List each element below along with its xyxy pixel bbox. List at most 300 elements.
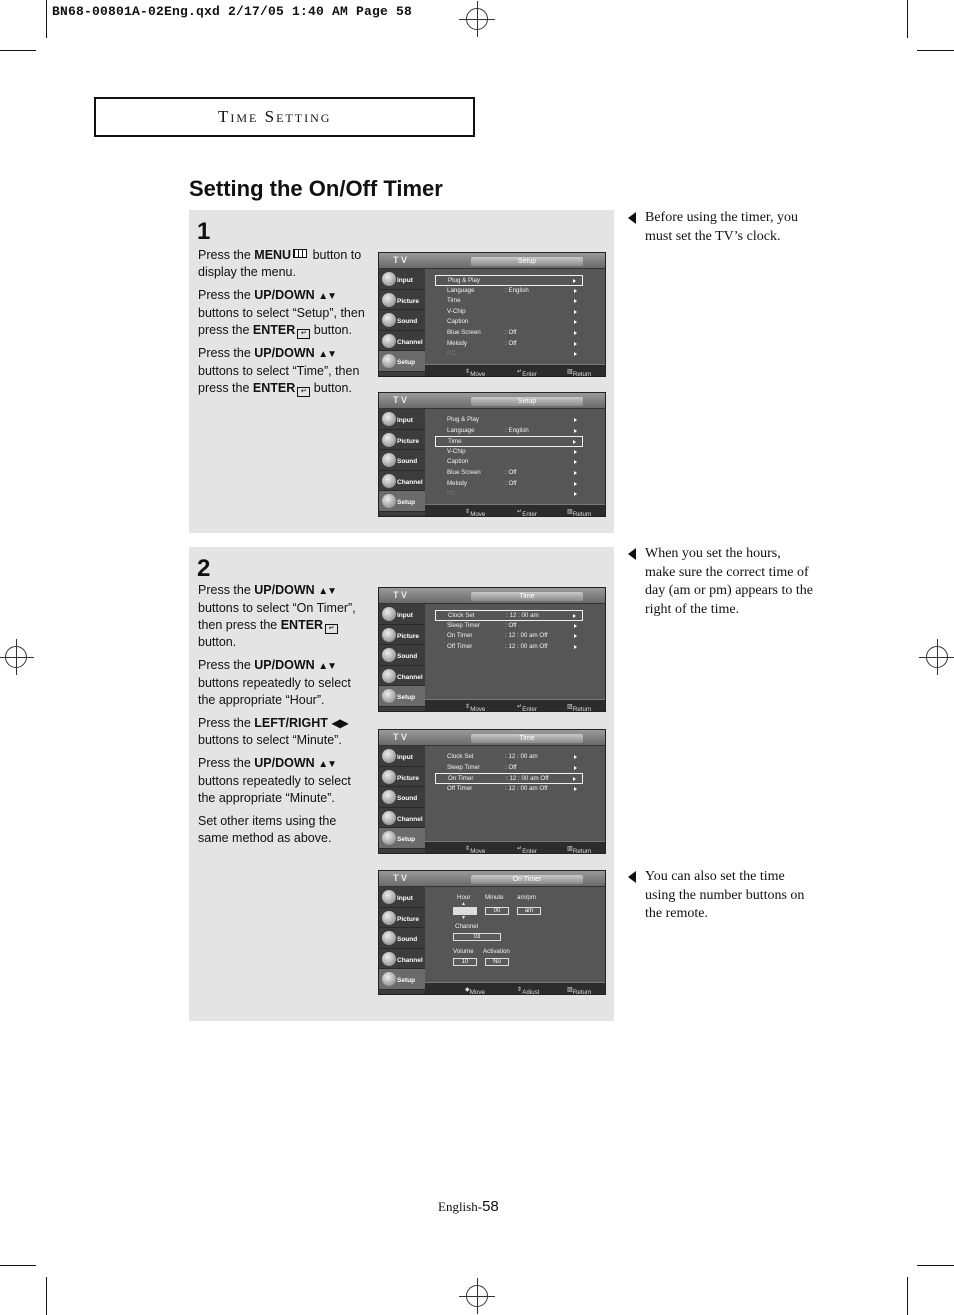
tv-sidebar-label: Setup [397,836,416,843]
footer-return: ▥ Return [567,508,592,517]
tv-sidebar-item [379,908,425,929]
arrow-right-icon [574,450,577,454]
tv-footer [425,504,605,516]
input-icon [382,749,396,763]
text: buttons repeatedly to select the appropriate “Minute”. [198,774,351,805]
tv-sidebar [379,409,425,516]
crop-mark [917,50,954,51]
row-label: Time [448,438,462,446]
tv-sidebar-item [379,471,425,492]
row-label: Sleep Timer [447,621,481,629]
tv-sidebar-item [379,666,425,687]
tv-menu-list [435,610,583,652]
tv-sidebar-item [379,787,425,808]
tv-menu-title: Time [471,734,583,743]
tv-menu-row [435,447,583,458]
footer-return: ▥ Return [567,986,592,995]
row-value: : Off [505,328,517,336]
tv-sidebar-item [379,269,425,290]
row-label: Clock Set [447,753,474,760]
tv-header [379,253,605,269]
crop-mark [907,0,908,38]
arrow-right-icon [574,787,577,791]
row-label: Blue Screen [447,468,481,476]
minute-field: 00 [485,907,509,915]
volume-label: Volume [453,948,474,955]
tv-screen-time [378,587,606,712]
row-label: Off Timer [447,784,473,792]
up-down-arrows-icon: ▲▼ [318,586,336,597]
updown-key-label: UP/DOWN [254,756,315,770]
tv-menu-row [435,642,583,653]
tv-sidebar [379,887,425,994]
setup-icon [382,689,396,703]
footer-label: Enter [522,706,537,712]
page-footer [438,1198,499,1215]
tv-sidebar-item [379,969,425,990]
step-number: 1 [197,218,211,245]
row-value: : Off [505,339,517,347]
row-label: Plug & Play [448,277,480,284]
tv-sidebar-label: Sound [397,653,418,660]
footer-enter: ↵ Enter [517,703,537,712]
footer-adjust: ⇕ Adjust [517,986,540,995]
step-1-instructions [198,247,370,403]
arrow-right-icon [574,429,577,433]
row-label: V-Chip [447,447,466,455]
tv-sidebar-item [379,604,425,625]
footer-label: Move [470,511,486,517]
row-label: Language [447,286,475,294]
instruction-paragraph [198,582,370,651]
tv-sidebar-item [379,290,425,311]
step-2-panel [189,547,614,1021]
tv-sidebar-item [379,625,425,646]
row-label: Caption [447,458,469,466]
crop-mark [46,0,47,38]
enter-button-icon: ↵ [297,387,310,397]
text: buttons to select “Minute”. [198,733,342,747]
tv-label: T V [393,732,408,742]
footer-move: ⇕ Move [465,845,486,854]
setup-icon [382,354,396,368]
text: Press the [198,716,255,730]
footer-return: ▥ Return [567,368,592,377]
footer-return: ▥ Return [567,703,592,712]
activation-label: Activation [483,948,510,955]
footer-label: Enter [522,371,537,377]
leftright-key-label: LEFT/RIGHT [254,716,328,730]
arrow-right-icon [574,471,577,475]
arrow-right-icon [574,755,577,759]
instruction-paragraph [198,657,370,709]
registration-mark [926,646,948,668]
arrow-right-icon [574,460,577,464]
footer-label: Return [572,989,592,995]
tv-menu-row [435,286,583,297]
text: button to display the menu. [198,248,362,279]
arrow-right-icon [574,492,577,496]
footer-move: ⇕ Move [465,368,486,377]
tv-sidebar-label: Sound [397,318,418,325]
row-value: : Off [505,479,517,487]
tv-sidebar-label: Sound [397,458,418,465]
footer-label: Move [470,848,486,854]
tv-menu-row [435,457,583,468]
channel-icon [382,474,396,488]
arrow-right-icon [573,440,576,444]
menu-key-label: MENU [254,248,292,262]
input-icon [382,890,396,904]
tv-menu-title: Setup [471,397,583,406]
tv-sidebar-label: Setup [397,359,416,366]
row-value: : English [505,286,529,294]
tv-sidebar-label: Picture [397,915,420,923]
tv-sidebar-item [379,928,425,949]
tv-header [379,871,605,887]
picture-icon [382,433,396,447]
channel-icon [382,334,396,348]
tv-menu-row [435,479,583,490]
tv-sidebar-label: Setup [397,499,416,506]
setup-icon [382,831,396,845]
ampm-field: am [517,907,541,915]
row-label: Off Timer [447,642,473,650]
tv-sidebar-item [379,828,425,849]
footer-enter: ↵ Enter [517,368,537,377]
row-value: : 12 : 00 am [505,753,538,760]
row-value: : Off [505,763,517,771]
tv-sidebar [379,604,425,711]
row-label: PC [447,490,456,498]
row-label: Clock Set [448,612,475,619]
tv-sidebar-label: Channel [397,815,423,823]
row-label: Melody [447,339,467,347]
tv-menu-row [435,296,583,307]
tv-sidebar-item [379,351,425,372]
file-slug: BN68-00801A-02Eng.qxd 2/17/05 1:40 AM Page 58 [52,4,413,19]
step-1-panel [189,210,614,533]
updown-key-label: UP/DOWN [254,346,315,360]
picture-icon [382,628,396,642]
instruction-paragraph [198,345,370,397]
tv-sidebar-label: Input [397,417,413,424]
input-icon [382,272,396,286]
tv-label: T V [393,395,408,405]
row-label: Plug & Play [447,416,479,423]
text: Press the [198,346,255,360]
tv-footer [425,364,605,376]
up-down-arrows-icon: ▲▼ [318,291,336,302]
channel-label: Channel [455,923,479,930]
sound-icon [382,931,396,945]
tv-sidebar-item [379,949,425,970]
tv-menu-row [435,426,583,437]
tv-sidebar-item [379,887,425,908]
row-label: Caption [447,318,469,326]
text: button. [310,381,352,395]
tv-sidebar-label: Picture [397,437,420,445]
tv-sidebar-label: Channel [397,338,423,346]
footer-label: Move [470,706,486,712]
tv-sidebar-label: Picture [397,297,420,305]
tv-sidebar-label: Picture [397,632,420,640]
tv-sidebar-label: Sound [397,936,418,943]
section-title: Time Setting [218,107,332,126]
tv-sidebar-item [379,409,425,430]
tv-screen-time-ontimer [378,729,606,854]
tv-footer [425,841,605,853]
up-arrow-icon: ▲ [461,901,466,907]
registration-mark [5,646,27,668]
row-label: Melody [447,479,467,487]
arrow-right-icon [574,624,577,628]
row-value: : 12 : 00 am Off [505,642,548,650]
row-label: On Timer [447,632,473,640]
registration-mark [466,1285,488,1307]
tv-footer [425,982,605,994]
tv-menu-row [435,489,583,500]
sound-icon [382,648,396,662]
row-label: Time [447,297,461,305]
sound-icon [382,313,396,327]
tv-screen-setup [378,252,606,377]
page-number: 58 [482,1198,499,1215]
arrow-right-icon [574,352,577,356]
tv-menu-list [435,752,583,794]
tv-menu-row [435,610,583,621]
tv-header [379,588,605,604]
footer-move: ⇕ Move [465,703,486,712]
note-clock: Before using the timer, you must set the TV’s clock. [645,210,799,244]
footer-language: English- [438,1199,483,1214]
tv-menu-row [435,339,583,350]
tv-menu-row [435,773,583,784]
minute-label: Minute [485,894,504,901]
arrow-right-icon [573,777,576,781]
tv-menu-title: Time [471,592,583,601]
text: Press the [198,658,255,672]
tv-label: T V [393,255,408,265]
tv-menu-row [435,631,583,642]
tv-menu-title: Setup [471,257,583,266]
enter-button-icon: ↵ [297,329,310,339]
instruction-paragraph [198,247,370,281]
input-icon [382,607,396,621]
tv-sidebar-item [379,331,425,352]
tv-sidebar-item [379,767,425,788]
arrow-right-icon [574,482,577,486]
picture-icon [382,293,396,307]
activation-field: No [485,958,509,966]
footer-enter: ↵ Enter [517,508,537,517]
step-2-instructions [198,582,370,853]
footer-label: Return [572,371,592,377]
section-header [94,97,475,137]
note-pointer-icon [628,871,636,883]
channel-icon [382,669,396,683]
arrow-right-icon [574,299,577,303]
footer-label: Adjust [522,989,540,995]
tv-menu-row [435,621,583,632]
ampm-label: am/pm [517,894,536,901]
row-value: : 12 : 00 am Off [505,632,548,640]
footer-label: Return [572,848,592,854]
note-pointer-icon [628,548,636,560]
tv-sidebar-label: Input [397,895,413,902]
row-label: Sleep Timer [447,763,481,771]
tv-screen-setup-time [378,392,606,517]
tv-sidebar-label: Setup [397,694,416,701]
tv-header [379,730,605,746]
enter-key-label: ENTER [280,618,324,632]
footer-label: Move [469,989,485,995]
page-title: Setting the On/Off Timer [189,176,443,201]
note-pointer-icon [628,212,636,224]
instruction-paragraph: Set other items using the same method as above. [198,814,337,845]
text: buttons repeatedly to select the appropriate “Hour”. [198,676,351,707]
arrow-right-icon [574,418,577,422]
tv-sidebar-item [379,491,425,512]
tv-menu-row [435,752,583,763]
row-label: On Timer [448,775,474,783]
arrow-right-icon [574,645,577,649]
tv-menu-list [435,415,583,500]
channel-field: 03 [453,933,501,941]
instruction-paragraph [198,715,370,749]
row-label: PC [447,350,456,358]
tv-sidebar-label: Sound [397,795,418,802]
tv-sidebar-item [379,450,425,471]
hour-field [453,907,477,915]
tv-menu-row [435,328,583,339]
text: button. [310,323,352,337]
crop-mark [46,1277,47,1315]
arrow-right-icon [574,331,577,335]
tv-sidebar-label: Channel [397,478,423,486]
text: Press the [198,756,255,770]
step-number: 2 [197,555,211,582]
footer-label: Enter [522,848,537,854]
tv-menu-row [435,763,583,774]
arrow-right-icon [573,279,576,283]
updown-key-label: UP/DOWN [254,288,315,302]
tv-sidebar-item [379,430,425,451]
crop-mark [907,1277,908,1315]
menu-button-icon [293,249,307,258]
tv-sidebar-label: Setup [397,977,416,984]
tv-sidebar-item [379,310,425,331]
instruction-paragraph [198,287,370,339]
instruction-paragraph [198,755,370,807]
tv-footer [425,699,605,711]
tv-sidebar-item [379,808,425,829]
tv-sidebar-item [379,686,425,707]
arrow-right-icon [574,342,577,346]
tv-sidebar-label: Input [397,754,413,761]
text: Press the [198,248,255,262]
arrow-right-icon [573,614,576,618]
tv-sidebar-label: Channel [397,956,423,964]
tv-label: T V [393,590,408,600]
row-label: V-Chip [447,307,466,315]
tv-menu-row [435,317,583,328]
text: Press the [198,288,255,302]
hour-label: Hour [457,894,471,901]
row-value: : Off [505,621,517,629]
up-down-arrows-icon: ▲▼ [318,759,336,770]
tv-menu-list [435,275,583,360]
arrow-right-icon [574,320,577,324]
enter-key-label: ENTER [252,381,296,395]
text: button. [198,635,237,649]
volume-field: 10 [453,958,477,966]
footer-move: ◆ Move [465,986,485,995]
note-number-buttons: You can also set the time using the number buttons on the remote. [645,869,805,921]
crop-mark [917,1265,954,1266]
row-value: : 12 : 00 am [506,612,539,619]
tv-sidebar-label: Picture [397,774,420,782]
row-value: : 12 : 00 am Off [506,775,549,783]
updown-key-label: UP/DOWN [254,658,315,672]
setup-icon [382,494,396,508]
channel-icon [382,952,396,966]
down-arrow-icon: ▼ [461,915,466,921]
enter-button-icon: ↵ [325,624,338,634]
setup-icon [382,972,396,986]
text: buttons to select “Time”, then press the [198,364,360,395]
tv-label: T V [393,873,408,883]
note-ampm: When you set the hours, make sure the correct time of day (am or pm) appears to the right of the time. [645,546,813,617]
up-down-arrows-icon: ▲▼ [318,349,336,360]
tv-sidebar-item [379,746,425,767]
tv-sidebar-label: Input [397,612,413,619]
tv-header [379,393,605,409]
arrow-right-icon [574,766,577,770]
tv-menu-row [435,436,583,447]
footer-label: Move [470,371,486,377]
row-value: : English [505,426,529,434]
footer-label: Return [572,706,592,712]
tv-sidebar [379,269,425,376]
registration-mark [466,8,488,30]
tv-menu-row [435,349,583,360]
footer-label: Return [572,511,592,517]
updown-key-label: UP/DOWN [254,583,315,597]
row-value: : Off [505,468,517,476]
tv-sidebar-label: Channel [397,673,423,681]
sound-icon [382,453,396,467]
up-down-arrows-icon: ▲▼ [318,661,336,672]
input-icon [382,412,396,426]
tv-menu-title: On Timer [471,875,583,884]
text: buttons to select “On Timer”, then press the [198,601,356,632]
sound-icon [382,790,396,804]
picture-icon [382,911,396,925]
tv-menu-row [435,468,583,479]
tv-menu-row [435,307,583,318]
footer-enter: ↵ Enter [517,845,537,854]
tv-sidebar [379,746,425,853]
tv-menu-row [435,415,583,426]
row-label: Language [447,426,475,434]
arrow-right-icon [574,289,577,293]
text: buttons to select “Setup”, then press the [198,306,365,337]
left-right-arrows-icon: ◀▶ [331,716,348,730]
footer-move: ⇕ Move [465,508,486,517]
tv-sidebar-label: Input [397,277,413,284]
enter-key-label: ENTER [252,323,296,337]
